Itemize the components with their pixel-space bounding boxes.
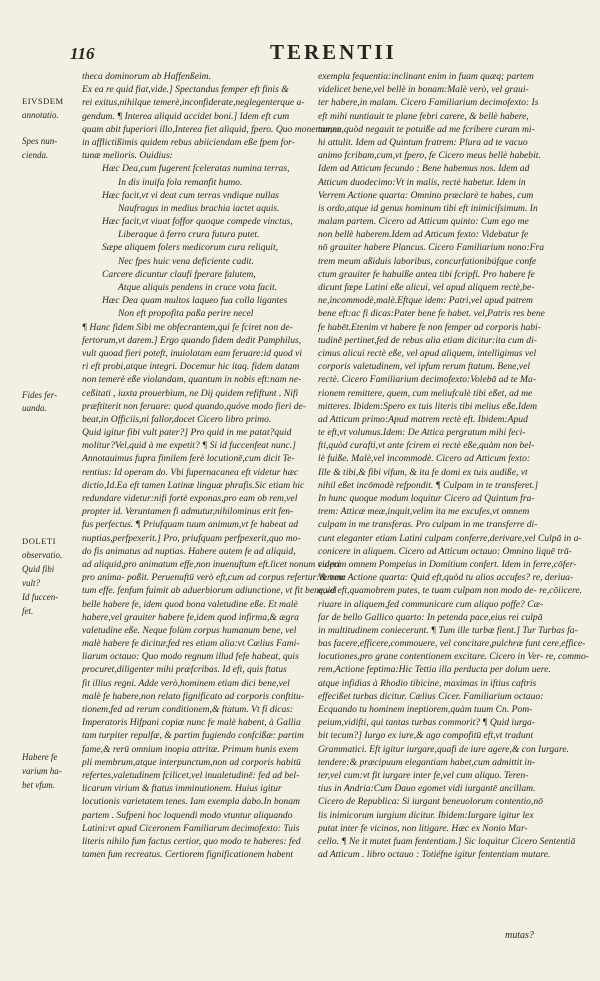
text-line: licarum virium & ftatus imminutionem. Huius igitur: [82, 783, 282, 795]
text-line: ceßitati , iuxta prouerbium, ne Dij quidem refiftunt . Nifi: [82, 387, 299, 399]
text-line: conicere in aliquem. Cicero ad Atticum octauo: Omnino liquē trā-: [318, 545, 572, 557]
margin-note: EIVSDEM: [22, 96, 64, 106]
text-line: Grammatici. Eft igitur iurgare,quafi de iure agere,& con Iurgare.: [318, 743, 570, 755]
text-line: peium,vidifti, qui tantas turbas commorit? ¶ Quid iurga-: [318, 717, 536, 729]
text-line: Carcere dicuntur claufi fperare falutem,: [102, 268, 256, 280]
left-column-text: [82, 70, 346, 950]
text-line: non bellè haberem.Idem ad Atticum fexto: Videbatur fe: [318, 229, 529, 241]
text-line: tunæ melioris. Ouidius:: [82, 150, 173, 162]
margin-note: Quid fibi: [22, 564, 55, 574]
margin-note: Fides fer-: [22, 390, 58, 400]
text-line: non temerè eße violandam, quantum in nobis eft:nam ne-: [82, 374, 302, 386]
text-line: ad aliquid,pro animatum effe,non inuenuftum eft.licet nonum videri: [82, 558, 341, 570]
margin-note: cienda.: [22, 150, 49, 160]
text-line: Hæc facit,vt vi deat cum terras vndique nullas: [102, 189, 279, 201]
margin-note: vult?: [22, 578, 40, 588]
page-number: 116: [70, 44, 95, 63]
text-line: atque infidias à Rhodio tibicine, maximas in iftius caftris: [318, 677, 537, 689]
text-line: tum effe. fenfum fuimit ab aduerbiorum adiunctione, vt fit bene,vel: [82, 585, 337, 597]
margin-note: varium ha-: [22, 766, 62, 776]
text-line: pli membrum,atque interpunctum,non ad corporis habitū: [82, 756, 301, 768]
text-line: gendum. ¶ Interea aliquid accidet boni.] Idem eft cum: [82, 110, 290, 122]
text-line: trem: Atticæ meæ,inquit,velim ita me excufes,vt omnem: [318, 506, 530, 518]
text-line: liarum octauo: Quo modo regnum illud fefe habeat, quis: [82, 651, 299, 663]
text-line: do fis animatus ad nuptias. Habere autem fe ad aliquid,: [82, 545, 296, 557]
margin-note: fet.: [22, 606, 34, 616]
margin-note: Habere fe: [22, 752, 58, 762]
running-title: TERENTII: [270, 40, 397, 64]
page-header: [0, 40, 600, 66]
text-line: Latini:vt apud Ciceronem Familiarum decimofexto: Tuis: [82, 822, 300, 834]
text-line: tam turpiter repulfæ, & partim fugiendo confcißæ: partim: [82, 730, 304, 742]
text-line: tendere:& præcipuum elegantiam habet,cum admittit in-: [318, 756, 536, 768]
text-line: Atticum duodecimo:Vt in malis, rectè habetur. Idem in: [318, 176, 526, 188]
text-line: ctum grauiter fe habuiße antea tibi fcripfi. Pro habere fe: [318, 268, 535, 280]
text-line: cello. ¶ Ne it mutet fuam fententiam.] Sic loquitur Cicero Sententiā: [318, 835, 576, 847]
text-line: ad Atticum . libro octauo : Totiéfne igitur fententiam mutare.: [318, 849, 551, 861]
text-line: fus perfectus. ¶ Priufquam tuum animum,vt fe habeat ad: [82, 519, 299, 531]
text-line: Atque aliquis pendens in cruce vota facit.: [118, 282, 278, 293]
text-line: rectè. Cicero Familiarium decimofexto:Volebā ad te Ma-: [318, 374, 537, 386]
text-line: animo fcribam,cum,vt fpero, fe Cicero meus bellè habebit.: [318, 150, 541, 162]
catchword: mutas?: [505, 930, 534, 941]
text-line: rem,Actione feptima:Hic Tettia illa perducta per dolum uere.: [318, 664, 551, 676]
text-line: culpam omnem Pompeius in Domitium confert. Idem in ferre,cōfer-: [318, 558, 577, 570]
text-line: ter habere,in malam. Cicero Familiarium decimofexto: Is: [318, 97, 539, 109]
text-line: In dis inuifa fola remanfit humo.: [118, 176, 243, 188]
text-line: trem meum aßiduis laboribus, concurfationibúfque confe: [318, 255, 537, 267]
text-line: tamen,quòd negauit te potuiße ad me fcribere curam mi-: [318, 123, 535, 135]
text-line: tudinē pertinet,fed de rebus alia etiam dicitur:ita cum di-: [318, 334, 537, 346]
text-line: Cicero de Republica: Si iurgant beneuolorum contentio,nō: [318, 796, 543, 808]
text-line: Imperatoris Hifpani copiæ nunc fe malè habent, à Gallia: [82, 717, 301, 729]
text-line: lè fuiße. Malè,vel incommodè. Cicero ad Atticum fexto:: [318, 453, 531, 465]
text-line: nihil eßet incōmodè refpondit. ¶ Culpam in te transferet.]: [318, 479, 539, 491]
text-line: locutiones,pro grane contentionem excitare. Cicero in Ver- re, commo-: [318, 651, 589, 663]
text-line: Quid igitur fibi vult pater?] Pro quid in me patat?quid: [82, 427, 292, 439]
text-line: effecißet turbas dicitur. Cælius Cicer. Familiarium octauo:: [318, 690, 544, 702]
text-line: tionem,fed ad rerum conditionem,& ftatum. Vt fi dicas:: [82, 704, 294, 715]
text-line: ter,vel cum:vt fit iurgare inter fe,vel cum aliquo. Teren-: [318, 769, 529, 781]
text-line: Hæc Dea,cum fugerent fceleratas numina terras,: [102, 163, 290, 175]
text-line: fit illius regni. Adde verò,hominem etiam dici bene,vel: [82, 677, 290, 689]
margin-note: observatio.: [22, 550, 63, 560]
text-line: fti,quòd curafti,vt ante fcirem ei rectè eße,quàm non bel-: [318, 440, 535, 452]
text-line: literis nihilo fum factus certior, quo modo te haberes: fed: [82, 835, 301, 847]
text-line: partem . Sufpeni hoc loquendi modo vtuntur aliquando: [82, 809, 293, 821]
text-line: refertes,valetudinem fcilicet,vel inualetudinē: fed ad bel-: [82, 769, 300, 781]
margin-note: Spes nun-: [22, 136, 58, 146]
text-line: malè fe habere,non relato fignificato ad corporis conftitu-: [82, 690, 305, 702]
text-line: pro anima- poßit. Peruenuftū verò eft,cum ad corpus refertur:& tunc: [82, 572, 346, 584]
text-line: videlicet bene,vel bellè in bonam:Malè verò, vel graui-: [318, 84, 529, 96]
text-line: Non eft propofita paßa perire necel: [118, 308, 254, 320]
text-line: beat,in Officiis,ni fallor,docet Cicero libro primo.: [82, 413, 272, 425]
text-line: Nec fpes huic vena deficiente cadit.: [118, 255, 254, 267]
text-line: cimus alicui rectè eße, vel apud aliquem, intelligimus vel: [318, 347, 537, 359]
text-line: lis inimicorum iurgium dicitur. Ibidem:Iurgare igitur lex: [318, 809, 534, 821]
text-line: fame,& rerū omnium inopia attritæ. Primum hunis exem: [82, 743, 299, 755]
text-line: habere,vel grauiter habere fe,idem quod infirma,& ægra: [82, 611, 299, 623]
text-line: Ecquando tu hominem ineptiorem,quàm tuum Cn. Pom-: [318, 704, 533, 715]
text-line: dictio,Id.Ea eft tamen Latinæ linguæ phrafis.Sic etiam hic: [82, 479, 305, 491]
text-line: Sæpe aliquem folers medicorum cura reliquit,: [102, 242, 279, 254]
margin-note: DOLETI: [22, 536, 57, 546]
text-line: fertorum,vt darem.] Ergo quando fidem dedit Pamphilus,: [82, 334, 302, 346]
text-line: molitur?Vel,quid à me expetit? ¶ Si id fuccenfeat nunc.]: [82, 440, 296, 452]
text-line: Idem ad Atticum fecundo : Bene habemus nos. Idem ad: [318, 163, 530, 175]
text-line: bit tecum?] Iurgo ex iure,& ago compofitū eft,vt tradunt: [318, 730, 534, 742]
text-line: præftiterit non feruare: quod quando,quóve modo fieri de-: [82, 400, 307, 412]
text-line: in multitudinem coniecerunt. ¶ Tum ille turbæ fient.] Tur Turbas fa-: [318, 624, 578, 636]
text-line: propter id. Veruntamen fi admutur,nihilominus erit fen-: [82, 506, 294, 518]
margin-note: Id fuccen-: [22, 592, 59, 602]
text-line: ¶ Hanc fidem Sibi me obfecrantem,qui fe fciret non de-: [82, 321, 293, 333]
text-line: quid eft,quamobrem putes, te tuam culpam non modo de- re,cōiicere.: [318, 585, 583, 597]
right-column-text: [318, 70, 589, 950]
text-line: mitteres. Ibidem:Spero ex tuis literis tibi melius eße.Idem: [318, 400, 538, 412]
text-line: Verrem Actione quarta: Omnino præclarè te habes, cum: [318, 189, 534, 201]
text-line: fe habēt.Etenim vt habere fe non femper ad corporis habi-: [318, 321, 541, 333]
text-line: eft mihi nuntiauit te plane febri carere, & bellè habere,: [318, 110, 529, 122]
margin-note: bet vfum.: [22, 780, 55, 790]
text-line: Annotauimus fupra fimilem ferè locutionē,cum dicit Te-: [82, 453, 295, 465]
text-line: locutionis varietatem tenes. Iam exempla dabo.In bonam: [82, 796, 300, 808]
text-line: theca dominorum ab Haffenßeim.: [82, 71, 211, 82]
text-line: Verrem Actione quarta: Quid eft,quòd tu alios accufes? re, deriua-: [318, 572, 574, 584]
text-line: In hunc quoque modum loquitur Cicero ad Quintum fra-: [318, 493, 535, 504]
text-line: Hæc facit,vt viuat foffor quoque compede vinctus,: [102, 216, 293, 228]
text-line: quam abit fuperiori illo,Interea fiet aliquid, fpero. Quo monemur,ne: [82, 123, 342, 135]
text-line: nuptias,perfpexerit.] Pro, priufquam perfpexerit,quo mo-: [82, 532, 301, 544]
text-line: is ordo,atque id genus hominum tibi eft inimiciſsimum. In: [318, 202, 538, 214]
text-line: ne,incommodè,malè.Eftque idem: Patri,vel apud patrem: [318, 295, 533, 307]
text-line: Liberaque à ferro crura futura putet.: [118, 229, 260, 241]
text-line: bas facere,efficere,commouere, vel concitare,pulchræ funt cere,effice-: [318, 638, 586, 650]
text-line: tamen fum recreatus. Certiorem fignificationem habent: [82, 849, 294, 861]
text-line: cunt eleganter etiam Latini culpam conferre,derivare,vel Culpā in a-: [318, 532, 582, 544]
text-line: nō grauiter habere Plancus. Cicero Familiarium nono:Fra: [318, 242, 545, 254]
text-line: malè habere fe dicitur,fed res etiam alia:vt Cælius Fami-: [82, 638, 300, 650]
text-line: Hæc Dea quam multos laqueo fua colla ligantes: [102, 295, 288, 307]
text-line: in afflictißimis quidem rebus abiiciendam eße fpem for-: [82, 136, 295, 148]
margin-note: uanda.: [22, 403, 47, 413]
text-line: vult quoad fieri poteft, inuiolatam eam feruare:id quod vi: [82, 347, 303, 359]
text-line: corporis valetudinem, vel ipfum rerum ftatum. Bene,vel: [318, 361, 530, 373]
margin-note: annotatio.: [22, 110, 59, 120]
text-line: hi attulit. Idem ad Quintum fratrem: Plura ad te vacuo: [318, 136, 528, 148]
text-line: Ex ea re quid fiat,vide.] Spectandus femper eft finis &: [82, 84, 289, 96]
text-line: dicunt fæpe Latini eße alicui, vel apud aliquem rectè,be-: [318, 282, 535, 293]
text-line: bene eft:ac fi dicas:Pater bene fe habet. vel,Patris res bene: [318, 308, 545, 320]
text-line: culpam in me transferas. Pro culpam in me transferre di-: [318, 519, 538, 531]
text-line: far de bello Gallico quarto: In petenda pace,eius rei culpā: [318, 611, 543, 623]
text-line: Naufragus in medius brachia iactet aquis.: [118, 202, 280, 214]
text-line: riuare in aliquem,fed communicare cum aliquo poffe? Cæ-: [318, 598, 544, 610]
text-line: ad Atticum primo:Apud matrem rectè eft. Ibidem:Apud: [318, 413, 528, 425]
text-line: malam partem. Cicero ad Atticum quinto: Cum ego me: [318, 216, 529, 228]
text-line: belle habere fe, idem quod bona valetudine eße. Et malè: [82, 598, 298, 610]
text-line: rei exitus,nihilque temerè,inconfiderate,neglegenterque a-: [82, 97, 305, 109]
text-line: redundare videtur:nifi fortè exponas,pro eam ob rem,vel: [82, 493, 298, 504]
text-line: rionem remittere, quem, cum meliufculè tibi eßet, ad me: [318, 387, 533, 399]
text-line: rentius: Id operam do. Vbi fupernacanea eft videtur hæc: [82, 466, 299, 478]
text-line: valetudine eße. Neque folùm corpus humanum bene, vel: [82, 624, 297, 636]
text-line: ri eft probi,atque integri. Docemur hic itaq. fidem datam: [82, 361, 300, 373]
text-line: exempla fequentia:inclinant enim in fuam quæq; partem: [318, 71, 534, 82]
text-line: te eft,vt volumus.Idem: De Attica pergratum mihi feci-: [318, 427, 526, 439]
text-line: procuret,diligenter mihi præfcribas. Id eft, quis ftatus: [82, 664, 287, 676]
text-line: tius in Andria:Cum Dauo egomet vidi iurgantē ancillam.: [318, 783, 536, 795]
text-line: Ille & tibi,& fibi vifum, & ita fe domi ex tuis audiße, vt: [318, 466, 528, 478]
text-line: putat inter fe vicinos, non litigare. Hæc ex Nonio Mar-: [318, 822, 528, 834]
